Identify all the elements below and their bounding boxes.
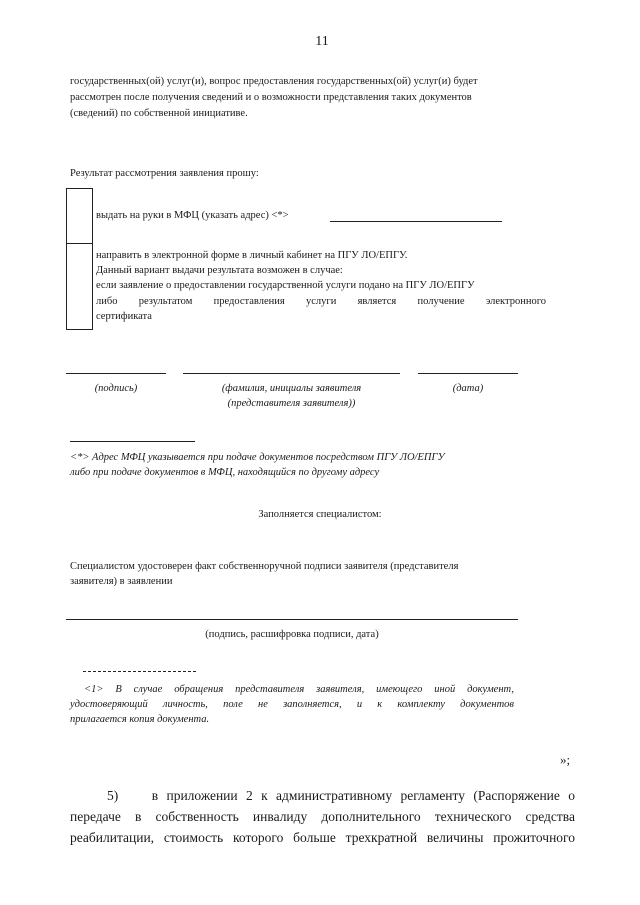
item5-line-2: передаче в собственность инвалиду дополнительного технического средства [70, 809, 575, 824]
footnote-mfc-line-1: <*> Адрес МФЦ указывается при подаче документов посредством ПГУ ЛО/ЕПГУ [70, 452, 445, 463]
footnote-1-line-3: прилагается копия документа. [70, 714, 210, 725]
specialist-signature-line[interactable] [66, 619, 518, 620]
date-label: (дата) [452, 383, 484, 394]
signature-label: (подпись) [94, 383, 138, 394]
page-number: 11 [315, 34, 329, 49]
footnote-1-line-1: <1> В случае обращения представителя заявителя, имеющего иной документ, [84, 684, 514, 695]
signature-line[interactable] [66, 373, 166, 374]
specialist-heading: Заполняется специалистом: [258, 509, 382, 520]
closing-quote: »; [560, 752, 571, 767]
top-paragraph-line-3: (сведений) по собственной инициативе. [70, 108, 248, 119]
option-electronic-line-4: либо результатом предоставления услуги является получение электронного [96, 296, 546, 307]
date-line[interactable] [418, 373, 518, 374]
specialist-text-line-1: Специалистом удостоверен факт собственноручной подписи заявителя (представителя [70, 561, 459, 572]
name-line[interactable] [183, 373, 400, 374]
checkbox-electronic[interactable] [66, 243, 93, 330]
option-electronic-line-2: Данный вариант выдачи результата возможен в случае: [96, 265, 343, 276]
option-electronic-line-5: сертификата [96, 311, 152, 322]
top-paragraph-line-1: государственных(ой) услуг(и), вопрос предоставления государственных(ой) услуг(и) будет [70, 76, 478, 87]
footnote-1-separator [83, 671, 196, 672]
item5-line-3: реабилитации, стоимость которого больше трехкратной величины прожиточного [70, 830, 575, 845]
footnote-1-line-2: удостоверяющий личность, поле не заполняется, и к комплекту документов [70, 699, 514, 710]
result-heading: Результат рассмотрения заявления прошу: [70, 168, 259, 179]
specialist-text-line-2: заявителя) в заявлении [70, 576, 173, 587]
option-electronic-line-3: если заявление о предоставлении государственной услуги подано на ПГУ ЛО/ЕПГУ [96, 280, 475, 291]
footnote-separator [70, 441, 195, 442]
option-electronic-line-1: направить в электронной форме в личный кабинет на ПГУ ЛО/ЕПГУ. [96, 250, 408, 261]
option-mfc-label: выдать на руки в МФЦ (указать адрес) <*> [96, 210, 289, 221]
checkbox-mfc[interactable] [66, 188, 93, 244]
top-paragraph-line-2: рассмотрен после получения сведений и о возможности представления таких документов [70, 92, 472, 103]
name-label-line-2: (представителя заявителя)) [227, 398, 356, 409]
name-label-line-1: (фамилия, инициалы заявителя [221, 383, 362, 394]
item5-line-1: 5) в приложении 2 к административному регламенту (Распоряжение о [107, 788, 575, 803]
mfc-address-line[interactable] [330, 221, 502, 222]
specialist-signature-label: (подпись, расшифровка подписи, дата) [205, 629, 379, 640]
footnote-mfc-line-2: либо при подаче документов в МФЦ, находящийся по другому адресу [70, 467, 380, 478]
